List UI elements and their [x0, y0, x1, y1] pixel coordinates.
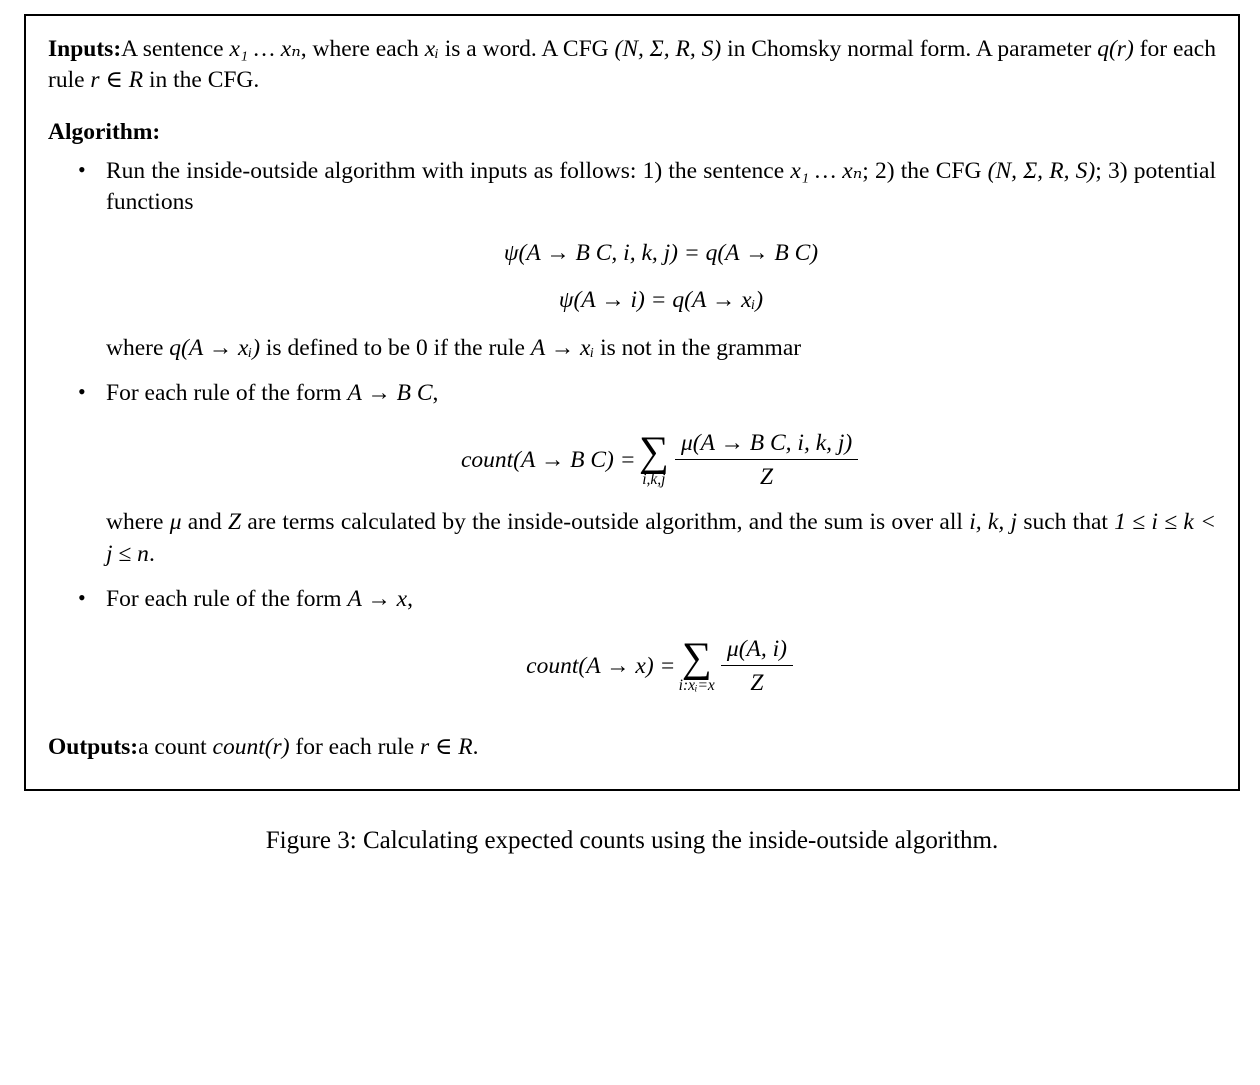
step-2-note-c: are terms calculated by the inside-outside algorithm, and the sum is over all: [241, 509, 970, 536]
spacer: [48, 714, 1216, 732]
equation-count-binary: [106, 429, 1216, 491]
step-2-note-ikj: i, k, j: [969, 509, 1018, 536]
step-1-note-q: q(A → xᵢ): [169, 334, 261, 361]
outputs-count: count(r): [212, 733, 290, 760]
algorithm-steps: [48, 156, 1216, 698]
step-2-text-b: ,: [432, 379, 439, 406]
count-unary-fraction: [721, 635, 793, 697]
count-unary-sum: [678, 634, 715, 695]
equation-psi-unary: ψ(A → i) = q(A → xᵢ): [558, 287, 764, 314]
algorithm-step-1: [106, 156, 1216, 364]
fraction-numerator: μ(A → B C, i, k, j): [675, 429, 858, 460]
step-2-note-e: .: [148, 540, 155, 567]
inputs-param: q(r): [1097, 36, 1134, 62]
inputs-text-4: in Chomsky normal form. A parameter: [721, 36, 1098, 62]
inputs-text-6: in the CFG.: [143, 67, 260, 94]
step-2-note-b: and: [181, 509, 228, 536]
fraction-denominator: Z: [750, 670, 764, 697]
outputs-rule: r ∈ R: [420, 733, 473, 760]
step-2-rule: A → B C: [347, 379, 433, 406]
step-2-note: [106, 507, 1216, 570]
step-3-text: [106, 584, 1216, 615]
step-1-note-a: where: [106, 334, 170, 361]
step-2-note-d: such that: [1017, 509, 1115, 536]
step-1-text-c: ; 3) potential functions: [106, 157, 1217, 215]
inputs-text-2: , where each: [300, 36, 425, 62]
step-1-cfg: (N, Σ, R, S): [987, 157, 1096, 184]
step-3-text-a: For each rule of the form: [106, 585, 348, 612]
fraction-denominator: Z: [760, 464, 774, 491]
step-1-note-b: is defined to be 0 if the rule: [260, 334, 531, 361]
step-2-note-cond: 1 ≤ i ≤ k < j ≤ n: [106, 509, 1216, 567]
step-1-text: [106, 156, 1216, 219]
step-3-text-b: ,: [407, 585, 413, 612]
equation-count-unary: [106, 635, 1216, 697]
sum-symbol: ∑: [638, 428, 669, 475]
inputs-text-1: A sentence: [121, 36, 230, 62]
sum-symbol: ∑: [681, 634, 712, 681]
outputs-paragraph: [48, 732, 1216, 763]
step-2-note-z: Z: [228, 509, 242, 536]
step-1-sentence: x₁ … xₙ: [790, 157, 863, 184]
inputs-sentence: x₁ … xₙ: [229, 36, 301, 62]
inputs-xi: xᵢ: [424, 36, 439, 62]
count-unary-lhs: count(A → x) =: [526, 652, 676, 679]
count-binary-sum: [638, 428, 669, 489]
sum-limits: i:xᵢ=x: [678, 677, 715, 695]
inputs-paragraph: [48, 34, 1216, 97]
inputs-text-3: is a word. A CFG: [438, 36, 615, 62]
step-2-note-a: where: [106, 509, 170, 536]
inputs-cfg: (N, Σ, R, S): [614, 36, 722, 62]
inputs-rule: r ∈ R: [90, 67, 144, 94]
outputs-label: Outputs:: [48, 733, 139, 760]
outputs-text-b: for each rule: [289, 733, 421, 760]
step-2-text: [106, 378, 1216, 409]
step-3-rule: A → x: [347, 585, 408, 612]
inputs-text-5: for each rule: [48, 36, 1216, 94]
sum-limits: i,k,j: [642, 471, 666, 489]
step-1-note-c: is not in the grammar: [594, 334, 802, 361]
algorithm-step-2: [106, 378, 1216, 570]
count-binary-lhs: count(A → B C) =: [460, 446, 636, 473]
step-1-text-b: ; 2) the CFG: [862, 157, 988, 184]
equation-psi-binary: ψ(A → B C, i, k, j) = q(A → B C): [503, 240, 819, 266]
step-1-note-rule: A → xᵢ: [530, 334, 595, 361]
figure-box: [24, 14, 1240, 791]
figure-caption: Figure 3: Calculating expected counts using the inside-outside algorithm.: [265, 826, 999, 854]
fraction-numerator: μ(A, i): [721, 635, 793, 666]
step-2-note-mu: μ: [169, 509, 182, 536]
outputs-text-a: a count: [138, 733, 213, 760]
count-binary-fraction: [675, 429, 858, 491]
inputs-label: Inputs:: [48, 36, 122, 62]
algorithm-step-3: [106, 584, 1216, 698]
step-2-text-a: For each rule of the form: [106, 379, 348, 406]
algorithm-heading: Algorithm:: [48, 118, 161, 145]
outputs-text-c: .: [472, 733, 479, 760]
step-1-note: [106, 333, 1216, 364]
step-1-text-a: Run the inside-outside algorithm with inputs as follows: 1) the sentence: [106, 157, 791, 184]
